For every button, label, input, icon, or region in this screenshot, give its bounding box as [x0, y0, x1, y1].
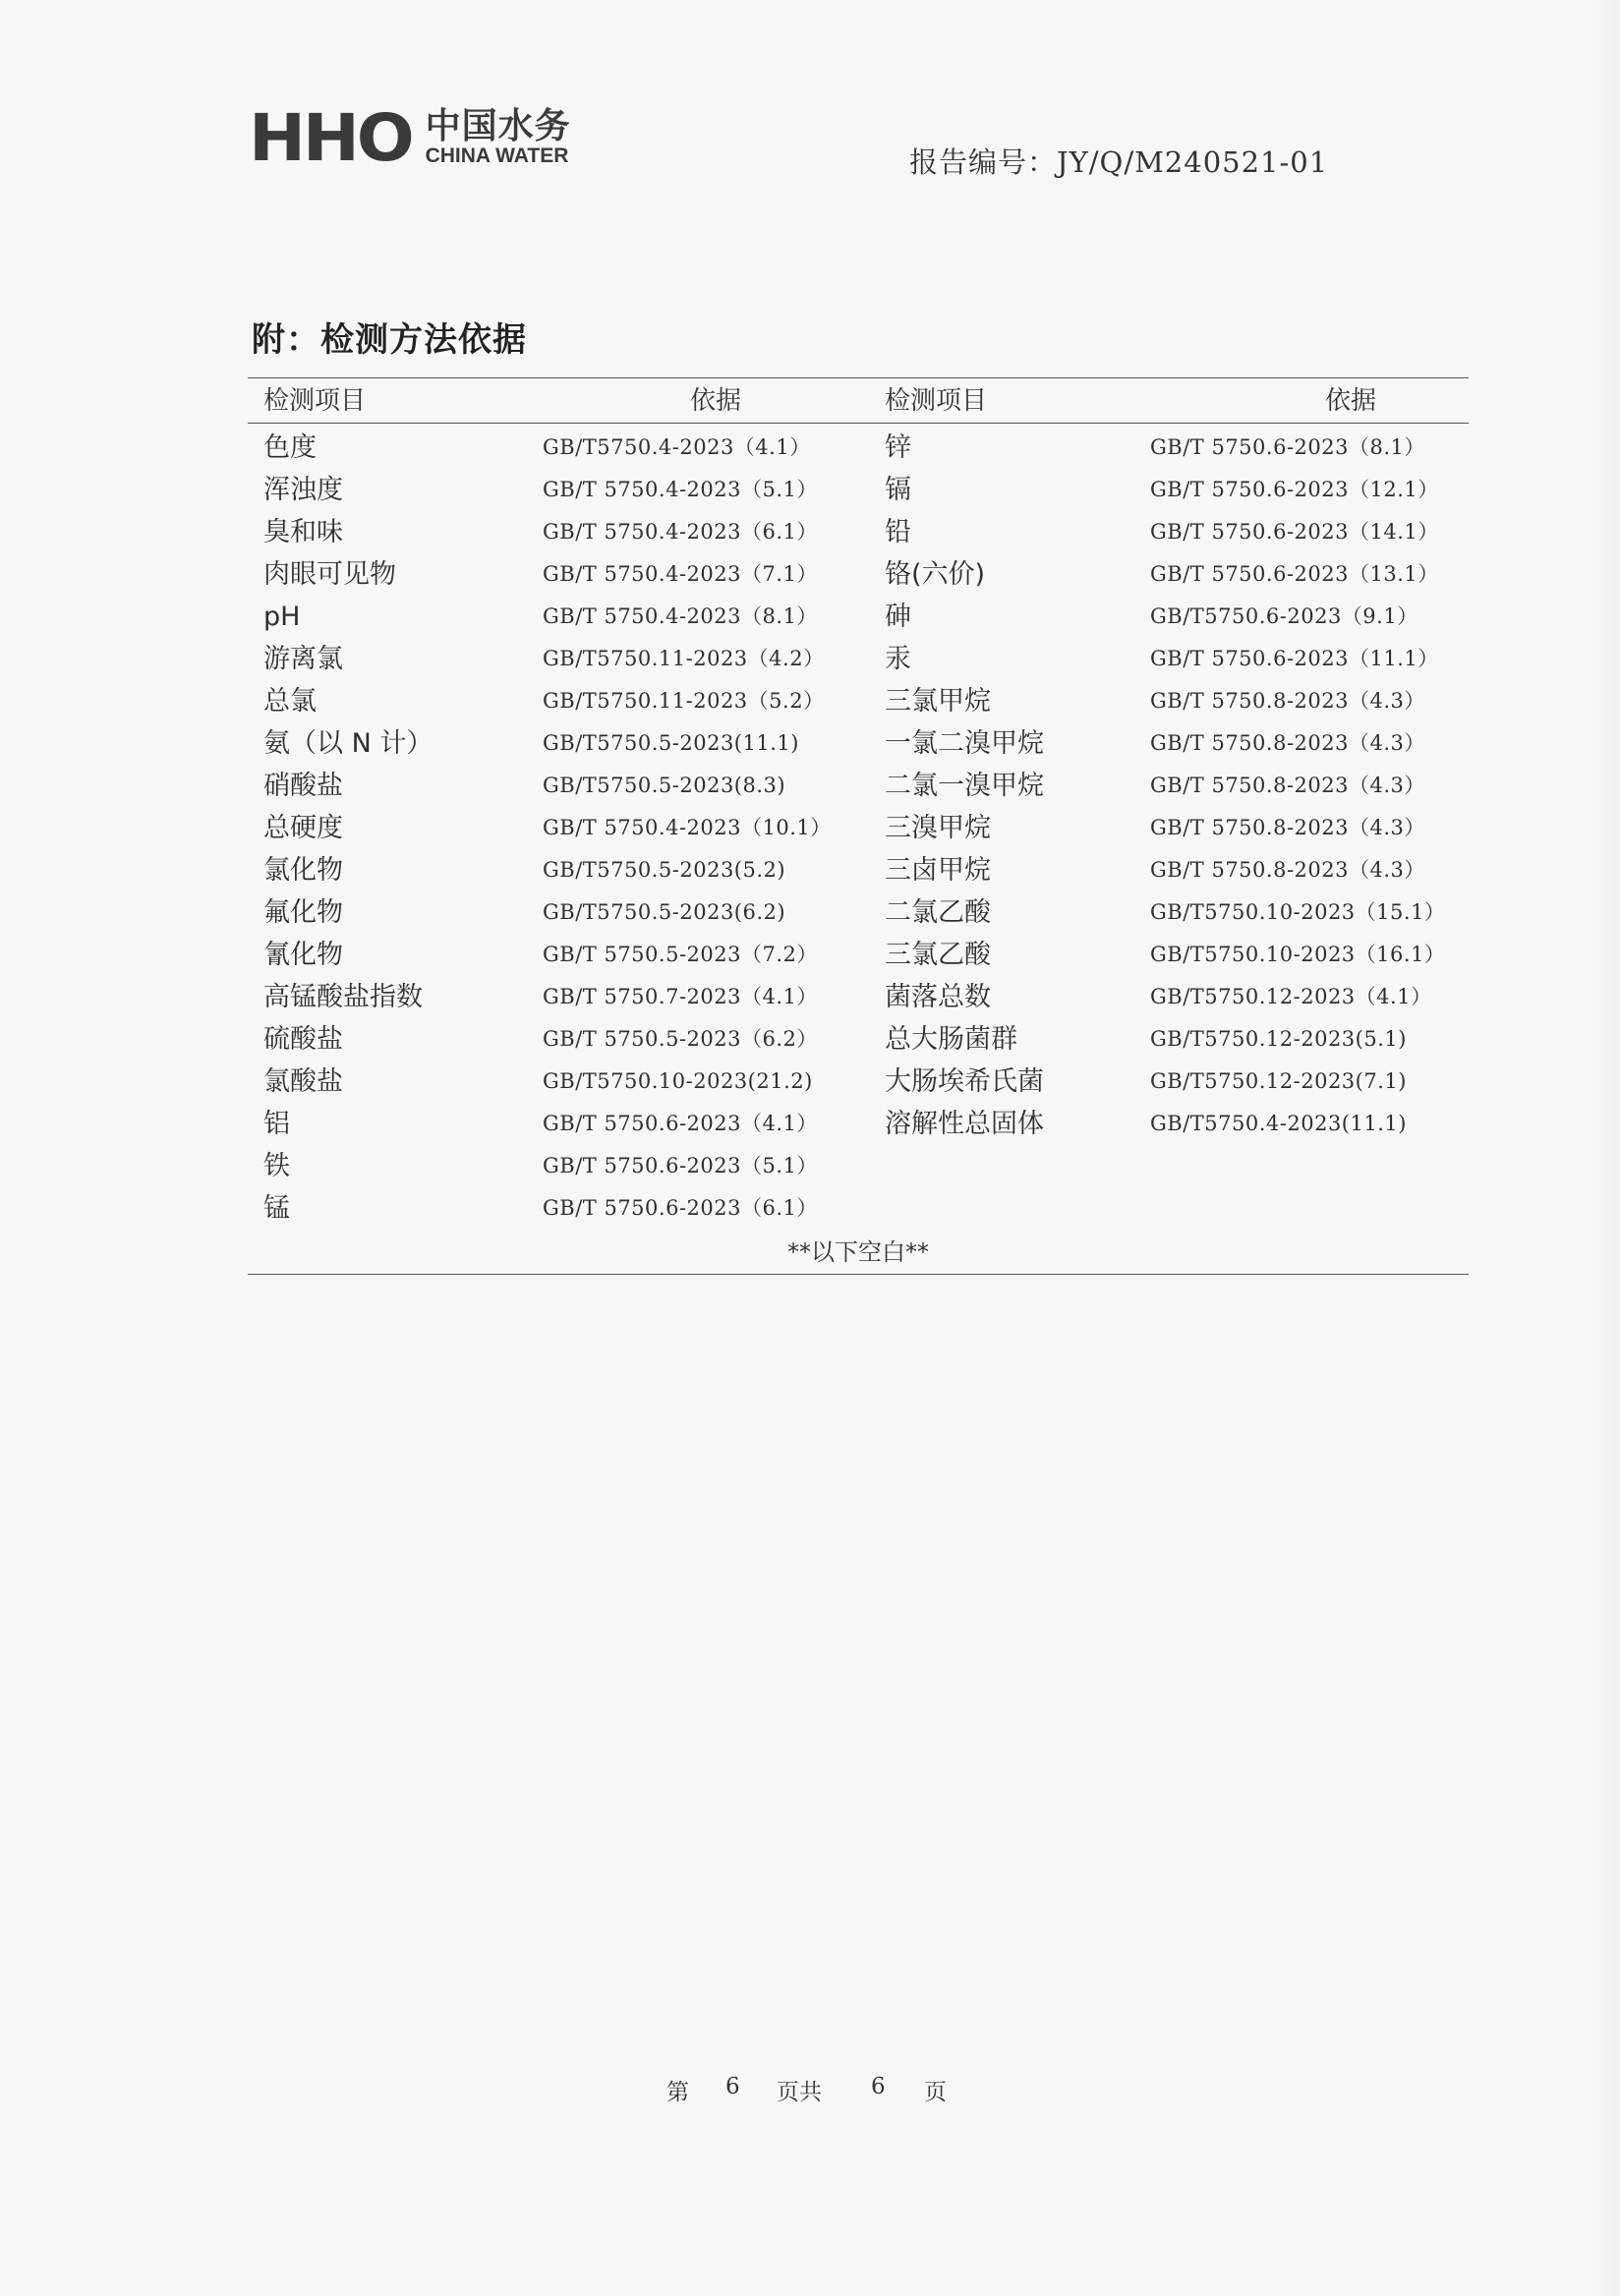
table-row — [248, 807, 1469, 849]
test-basis: GB/T 5750.6-2023（12.1） — [1150, 478, 1439, 501]
report-number-value: JY/Q/M240521-01 — [1057, 145, 1329, 179]
test-item: 铅 — [885, 517, 911, 547]
test-item: 大肠埃希氏菌 — [885, 1066, 1044, 1097]
test-basis: GB/T 5750.4-2023（10.1） — [543, 816, 832, 839]
test-item: 铁 — [263, 1151, 290, 1181]
test-basis: GB/T 5750.8-2023（4.3） — [1150, 816, 1425, 839]
test-basis: GB/T 5750.6-2023（11.1） — [1150, 647, 1439, 670]
test-item: 肉眼可见物 — [263, 559, 396, 590]
test-item: pH — [263, 602, 301, 632]
table-row — [248, 934, 1469, 976]
test-basis: GB/T 5750.8-2023（4.3） — [1150, 858, 1425, 882]
header-basis-right: 依据 — [1325, 386, 1377, 416]
footer-di: 第 — [666, 2080, 689, 2105]
table-bottom-rule — [248, 1274, 1469, 1275]
test-basis: GB/T 5750.8-2023（4.3） — [1150, 689, 1425, 713]
test-item: 氰化物 — [263, 940, 343, 970]
test-basis: GB/T 5750.4-2023（8.1） — [543, 604, 818, 628]
test-item: 高锰酸盐指数 — [263, 982, 423, 1012]
table-row — [248, 722, 1469, 765]
section-title: 附：检测方法依据 — [252, 320, 527, 360]
test-item: 锰 — [263, 1193, 290, 1224]
test-basis: GB/T5750.12-2023(7.1) — [1150, 1069, 1407, 1093]
table-header-rule — [248, 423, 1469, 424]
test-basis: GB/T5750.5-2023(11.1) — [543, 731, 799, 755]
test-basis: GB/T 5750.6-2023（14.1） — [1150, 520, 1439, 544]
test-item: 一氯二溴甲烷 — [885, 728, 1044, 759]
test-item: 砷 — [885, 602, 911, 632]
table-row — [248, 1061, 1469, 1103]
end-note: **以下空白** — [787, 1238, 929, 1266]
test-basis: GB/T5750.6-2023（9.1） — [1150, 604, 1418, 628]
table-row — [248, 427, 1469, 469]
test-item: 三溴甲烷 — [885, 813, 991, 843]
test-item: 硝酸盐 — [263, 771, 343, 801]
table-row — [248, 1145, 1469, 1187]
test-basis: GB/T5750.12-2023(5.1) — [1150, 1027, 1407, 1051]
table-row — [248, 638, 1469, 680]
test-basis: GB/T5750.11-2023（5.2） — [543, 689, 825, 713]
test-basis: GB/T5750.12-2023（4.1） — [1150, 985, 1432, 1008]
table-row — [248, 511, 1469, 553]
test-item: 汞 — [885, 644, 911, 674]
logo-text — [426, 108, 571, 167]
test-item: 镉 — [885, 475, 911, 505]
test-item: 三氯甲烷 — [885, 686, 991, 717]
test-basis: GB/T 5750.5-2023（7.2） — [543, 943, 818, 966]
test-basis: GB/T 5750.4-2023（7.1） — [543, 562, 818, 586]
test-item: 菌落总数 — [885, 982, 991, 1012]
test-basis: GB/T 5750.4-2023（5.1） — [543, 478, 818, 501]
test-basis: GB/T 5750.6-2023（6.1） — [543, 1196, 818, 1220]
test-basis: GB/T 5750.6-2023（5.1） — [543, 1154, 818, 1177]
table-row — [248, 1187, 1469, 1230]
test-item: 浑浊度 — [263, 475, 343, 505]
test-item: 游离氯 — [263, 644, 343, 674]
test-item: 臭和味 — [263, 517, 343, 547]
test-item: 氯化物 — [263, 855, 343, 886]
header-basis-left: 依据 — [690, 386, 742, 416]
header-item-left: 检测项目 — [263, 386, 367, 416]
company-logo — [249, 99, 571, 176]
table-row — [248, 765, 1469, 807]
table-top-rule — [248, 377, 1469, 378]
scan-edge-shadow — [1591, 0, 1620, 2296]
test-basis: GB/T 5750.7-2023（4.1） — [543, 985, 818, 1008]
test-item: 总氯 — [263, 686, 317, 717]
test-basis: GB/T5750.11-2023（4.2） — [543, 647, 825, 670]
logo-english: CHINA WATER — [425, 144, 569, 167]
test-item: 氟化物 — [263, 897, 343, 928]
footer-current-page: 6 — [725, 2074, 740, 2099]
logo-chinese: 中国水务 — [425, 106, 571, 146]
footer-ye: 页 — [924, 2080, 947, 2105]
test-basis: GB/T5750.10-2023（16.1） — [1150, 943, 1446, 966]
report-number — [909, 141, 1328, 181]
test-basis: GB/T 5750.6-2023（13.1） — [1150, 562, 1439, 586]
table-row — [248, 553, 1469, 596]
test-basis: GB/T5750.5-2023(6.2) — [543, 900, 786, 924]
test-basis: GB/T5750.5-2023(8.3) — [543, 774, 786, 797]
table-row — [248, 976, 1469, 1018]
test-basis: GB/T 5750.6-2023（8.1） — [1150, 435, 1425, 459]
table-row — [248, 596, 1469, 638]
test-item: 总硬度 — [263, 813, 343, 843]
test-item: 硫酸盐 — [263, 1024, 343, 1055]
test-basis: GB/T5750.4-2023(11.1) — [1150, 1112, 1407, 1135]
test-item: 铬(六价) — [885, 559, 986, 590]
test-item: 三氯乙酸 — [885, 940, 991, 970]
test-item: 锌 — [885, 432, 911, 463]
test-basis: GB/T5750.4-2023（4.1） — [543, 435, 811, 459]
test-item: 铝 — [263, 1109, 290, 1139]
table-row — [248, 1103, 1469, 1145]
table-row — [248, 469, 1469, 511]
report-number-label: 报告编号： — [909, 145, 1058, 179]
table-row — [248, 849, 1469, 891]
test-item: 三卤甲烷 — [885, 855, 991, 886]
footer-ye-gong: 页共 — [777, 2080, 822, 2105]
test-basis: GB/T 5750.5-2023（6.2） — [543, 1027, 818, 1051]
test-basis: GB/T 5750.8-2023（4.3） — [1150, 731, 1425, 755]
header-item-right: 检测项目 — [885, 386, 988, 416]
test-basis: GB/T 5750.6-2023（4.1） — [543, 1112, 818, 1135]
logo-mark: HHO — [249, 99, 412, 176]
test-basis: GB/T5750.10-2023（15.1） — [1150, 900, 1446, 924]
table-row — [248, 891, 1469, 934]
test-item: 二氯一溴甲烷 — [885, 771, 1044, 801]
test-item: 二氯乙酸 — [885, 897, 991, 928]
test-item: 色度 — [263, 432, 317, 463]
test-basis: GB/T 5750.8-2023（4.3） — [1150, 774, 1425, 797]
test-basis: GB/T5750.5-2023(5.2) — [543, 858, 786, 882]
test-item: 总大肠菌群 — [885, 1024, 1017, 1055]
footer-total-pages: 6 — [871, 2074, 886, 2099]
test-basis: GB/T5750.10-2023(21.2) — [543, 1069, 813, 1093]
test-item: 溶解性总固体 — [885, 1109, 1044, 1139]
table-row — [248, 1018, 1469, 1061]
table-row — [248, 680, 1469, 722]
test-item: 氯酸盐 — [263, 1066, 343, 1097]
test-basis: GB/T 5750.4-2023（6.1） — [543, 520, 818, 544]
test-item: 氨（以 N 计） — [263, 728, 434, 759]
